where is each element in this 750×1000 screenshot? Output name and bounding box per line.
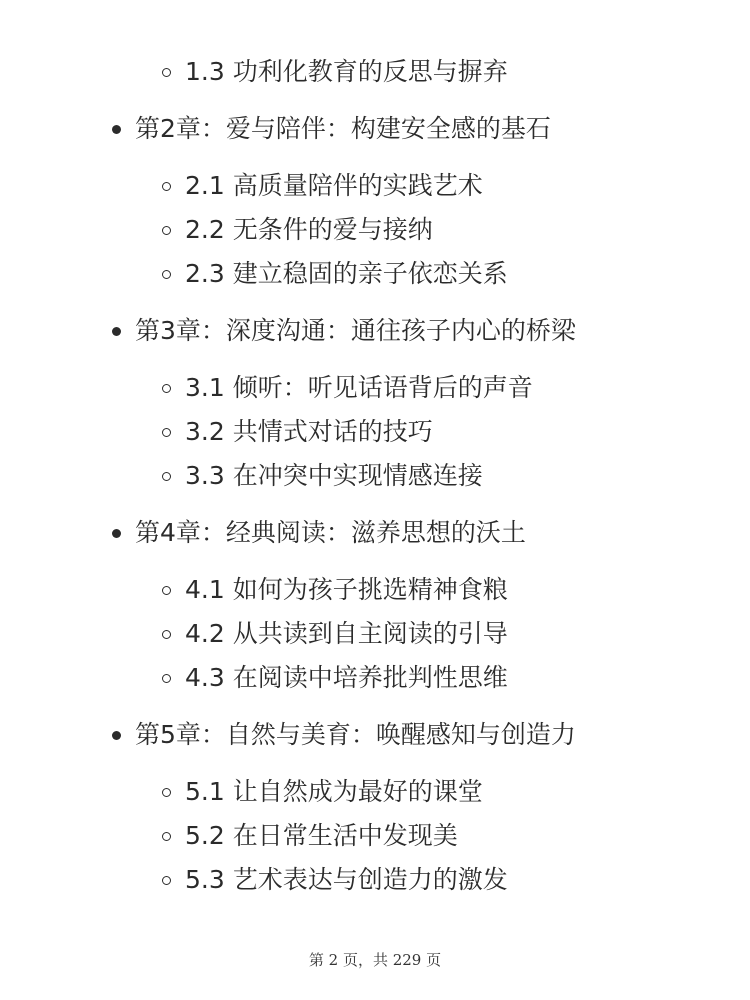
section-title: 2.2 无条件的爱与接纳: [185, 215, 433, 244]
toc-chapter-4: [112, 516, 526, 550]
circle-bullet-icon: [162, 630, 171, 639]
circle-bullet-icon: [162, 428, 171, 437]
toc-section-3-1: [162, 371, 533, 405]
disc-bullet-icon: [112, 529, 121, 538]
toc-chapter-3: [112, 314, 576, 348]
toc-section-4-2: [162, 617, 508, 651]
disc-bullet-icon: [112, 731, 121, 740]
chapter-title: 第4章：经典阅读：滋养思想的沃土: [135, 518, 526, 547]
circle-bullet-icon: [162, 586, 171, 595]
toc-section-4-3: [162, 661, 508, 695]
circle-bullet-icon: [162, 182, 171, 191]
circle-bullet-icon: [162, 68, 171, 77]
circle-bullet-icon: [162, 876, 171, 885]
section-title: 5.3 艺术表达与创造力的激发: [185, 865, 508, 894]
circle-bullet-icon: [162, 472, 171, 481]
section-title: 4.3 在阅读中培养批判性思维: [185, 663, 508, 692]
page-number-footer: 第 2 页，共 229 页: [308, 951, 442, 969]
section-title: 4.1 如何为孩子挑选精神食粮: [185, 575, 508, 604]
toc-section-2-2: [162, 213, 433, 247]
section-title: 2.1 高质量陪伴的实践艺术: [185, 171, 483, 200]
chapter-title: 第3章：深度沟通：通往孩子内心的桥梁: [135, 316, 576, 345]
chapter-title: 第5章：自然与美育：唤醒感知与创造力: [135, 720, 576, 749]
toc-section-2-1: [162, 169, 483, 203]
toc-section-3-3: [162, 459, 483, 493]
disc-bullet-icon: [112, 327, 121, 336]
section-title: 1.3 功利化教育的反思与摒弃: [185, 57, 508, 86]
toc-chapter-5: [112, 718, 576, 752]
section-title: 5.2 在日常生活中发现美: [185, 821, 458, 850]
circle-bullet-icon: [162, 832, 171, 841]
toc-section-1-3: [162, 55, 508, 89]
section-title: 5.1 让自然成为最好的课堂: [185, 777, 483, 806]
toc-section-5-2: [162, 819, 458, 853]
section-title: 4.2 从共读到自主阅读的引导: [185, 619, 508, 648]
circle-bullet-icon: [162, 788, 171, 797]
toc-section-5-1: [162, 775, 483, 809]
disc-bullet-icon: [112, 125, 121, 134]
circle-bullet-icon: [162, 270, 171, 279]
circle-bullet-icon: [162, 674, 171, 683]
toc-section-2-3: [162, 257, 508, 291]
circle-bullet-icon: [162, 384, 171, 393]
circle-bullet-icon: [162, 226, 171, 235]
toc-section-5-3: [162, 863, 508, 897]
chapter-title: 第2章：爱与陪伴：构建安全感的基石: [135, 114, 551, 143]
section-title: 3.1 倾听：听见话语背后的声音: [185, 373, 533, 402]
section-title: 3.2 共情式对话的技巧: [185, 417, 433, 446]
toc-section-3-2: [162, 415, 433, 449]
toc-chapter-2: [112, 112, 551, 146]
section-title: 3.3 在冲突中实现情感连接: [185, 461, 483, 490]
section-title: 2.3 建立稳固的亲子依恋关系: [185, 259, 508, 288]
toc-section-4-1: [162, 573, 508, 607]
